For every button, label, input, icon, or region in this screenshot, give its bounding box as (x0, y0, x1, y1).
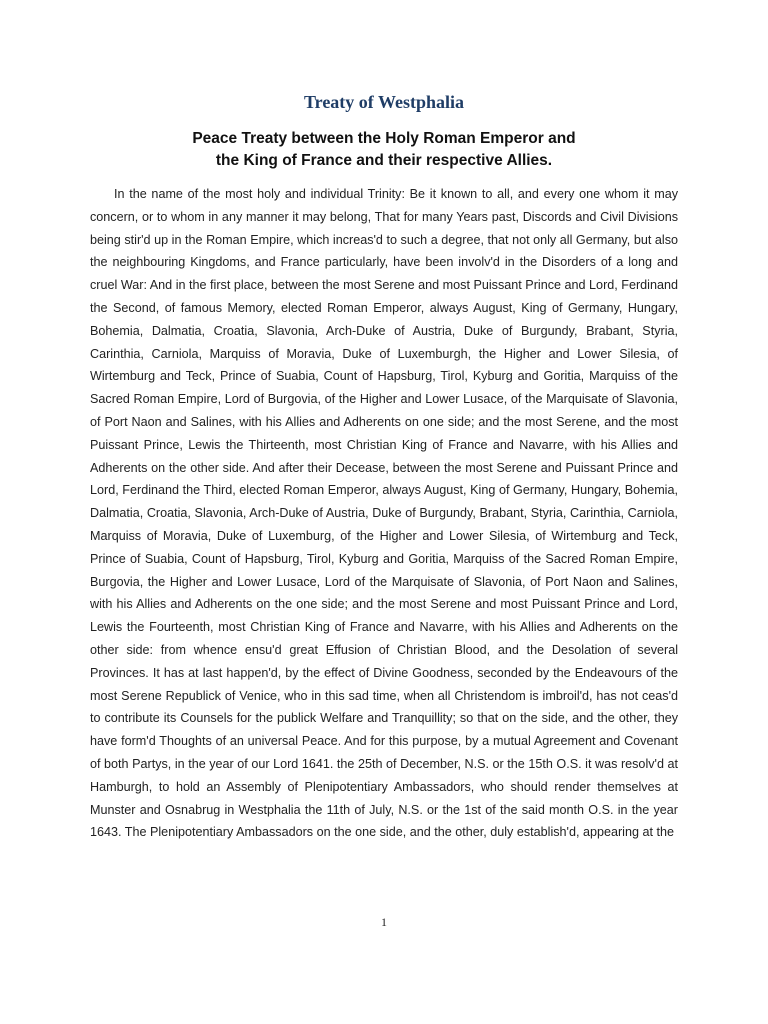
document-title: Treaty of Westphalia (303, 92, 464, 112)
body-paragraph: In the name of the most holy and individual Trinity: Be it known to all, and every one whom it may concern, or to whom in any manner it may belong, That for many Years past, Discords and Civil Divisions being stir'd up in the Roman Empire, which increas'd to such a degree, that not only all Germany, but also the neighbouring Kingdoms, and France particularly, have been involv'd in the Disorders of a long and cruel War: And in the first place, between the most Serene and most Puissant Prince and Lord, Ferdinand the Second, of famous Memory, elected Roman Emperor, always August, King of Germany, Hungary, Bohemia, Dalmatia, Croatia, Slavonia, Arch-Duke of Austria, Duke of Burgundy, Brabant, Styria, Carinthia, Carniola, Marquiss of Moravia, Duke of Luxemburgh, the Higher and Lower Silesia, of Wirtemburg and Teck, Prince of Suabia, Count of Hapsburg, Tirol, Kyburg and Goritia, Marquiss of the Sacred Roman Empire, Lord of Burgovia, of the Higher and Lower Lusace, of the Marquisate of Slavonia, of Port Naon and Salines, with his Allies and Adherents on one side; and the most Serene, and the most Puissant Prince, Lewis the Thirteenth, most Christian King of France and Navarre, with his Allies and Adherents on the other side. And after their Decease, between the most Serene and Puissant Prince and Lord, Ferdinand the Third, elected Roman Emperor, always August, King of Germany, Hungary, Bohemia, Dalmatia, Croatia, Slavonia, Arch-Duke of Austria, Duke of Burgundy, Brabant, Styria, Carinthia, Carniola, Marquiss of Moravia, Duke of Luxemburg, of the Higher and Lower Silesia, of Wirtemburg and Teck, Prince of Suabia, Count of Hapsburg, Tirol, Kyburg and Goritia, Marquiss of the Sacred Roman Empire, Burgovia, the Higher and Lower Lusace, Lord of the Marquisate of Slavonia, of Port Naon and Salines, with his Allies and Adherents on the one side; and the most Serene and most Puissant Prince and Lord, Lewis the Fourteenth, most Christian King of France and Navarre, with his Allies and Adherents on the other side: from whence ensu'd great Effusion of Christian Blood, and the Desolation of several Provinces. It has at last happen'd, by the effect of Divine Goodness, seconded by the Endeavours of the most Serene Republick of Venice, who in this sad time, when all Christendom is imbroil'd, has not ceas'd to contribute its Counsels for the publick Welfare and Tranquillity; so that on the side, and the other, they have form'd Thoughts of an universal Peace. And for this purpose, by a mutual Agreement and Covenant of both Partys, in the year of our Lord 1641. the 25th of December, N.S. or the 15th O.S. it was resolv'd at Hamburgh, to hold an Assembly of Plenipotentiary Ambassadors, who should render themselves at Munster and Osnabrug in Westphalia the 11th of July, N.S. or the 1st of the said month O.S. in the year 1643. The Plenipotentiary Ambassadors on the one side, and the other, duly establish'd, appearing at the (90, 187, 678, 840)
subtitle-line-2: the King of France and their respective Allies. (215, 152, 553, 169)
subtitle-line-1: Peace Treaty between the Holy Roman Emperor and (192, 130, 576, 147)
page-number: 1 (381, 915, 387, 929)
document-subtitle (100, 128, 668, 172)
